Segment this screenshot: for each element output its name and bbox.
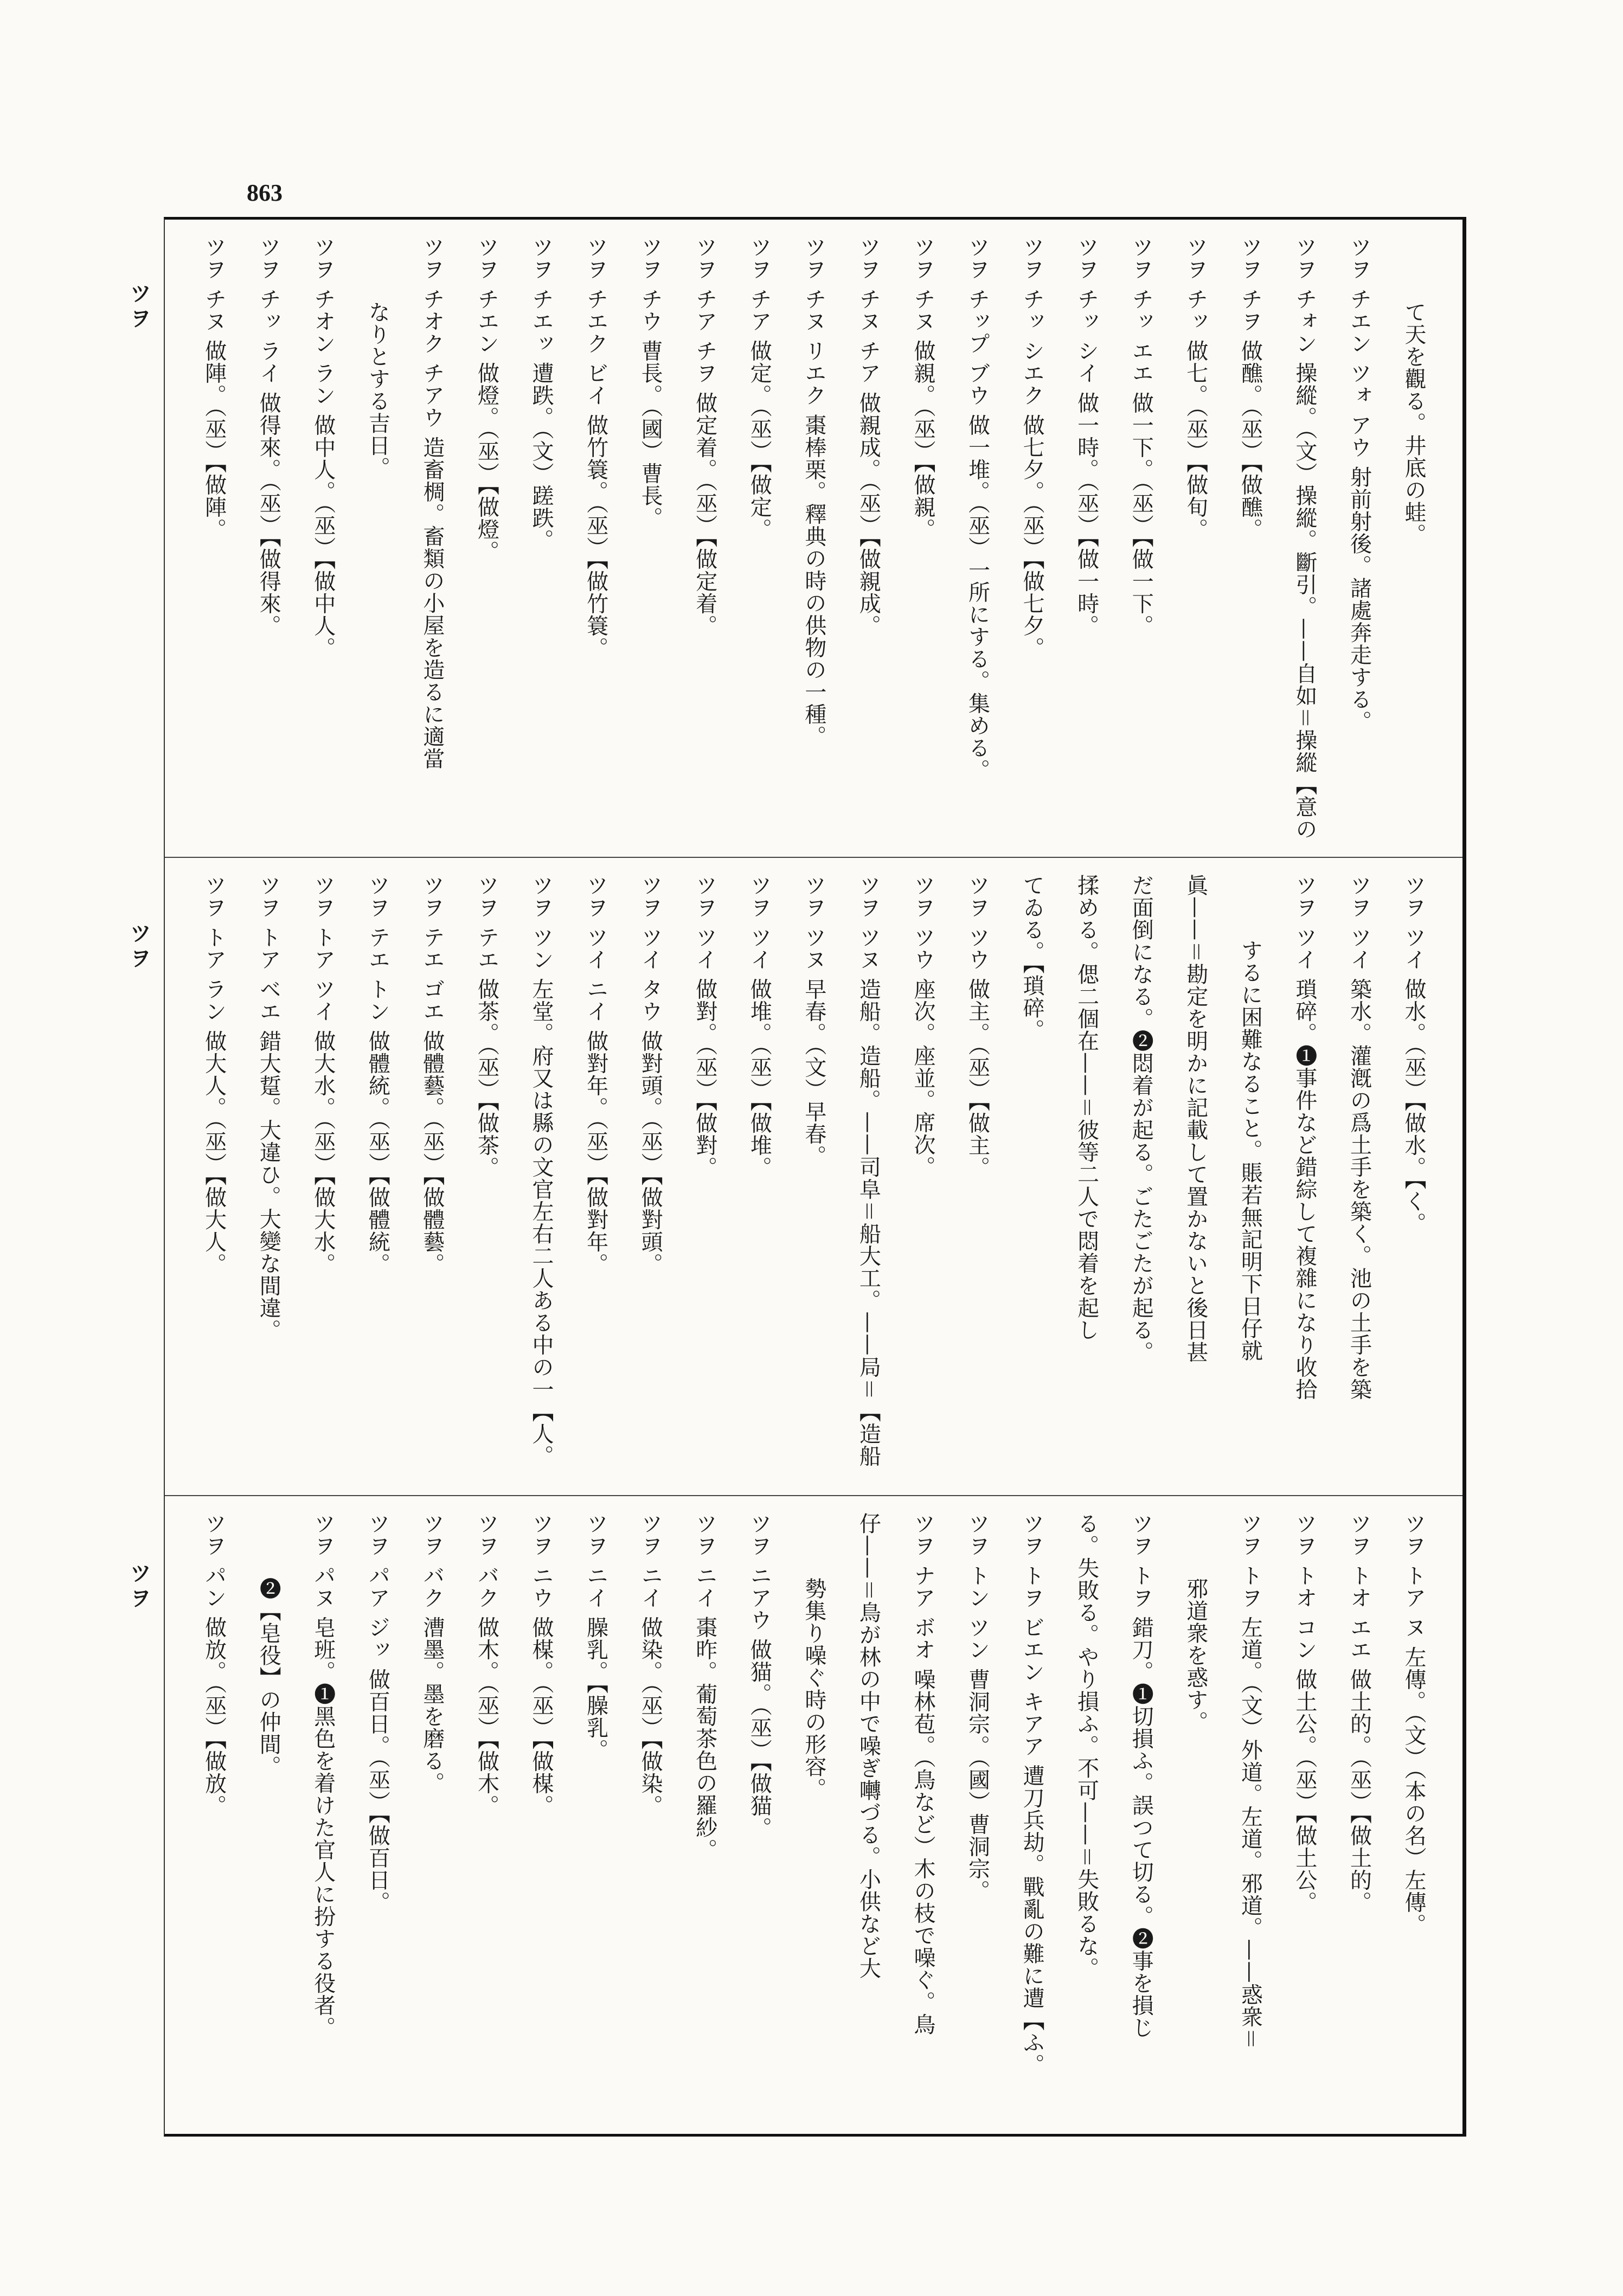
dictionary-entry-line: ツヲ バク 做木。（巫）【做木。 xyxy=(474,1512,499,1817)
side-label-top: ツヲ xyxy=(126,282,151,332)
dictionary-entry-line: ツヲ チヲ 做醮。（巫）【做醮。 xyxy=(1237,236,1263,541)
dictionary-entry-line: ツヲ チヌ 做親。（巫）【做親。 xyxy=(910,236,935,541)
side-label-bottom: ツヲ xyxy=(126,1562,151,1612)
dictionary-entry-line: ツヲ チオン ラン 做中人。（巫）【做中人。 xyxy=(310,236,336,659)
dictionary-entry-line: だ面倒になる。❷悶着が起る。ごたごたが起る。 xyxy=(1128,874,1154,1363)
dictionary-entry-line: ツヲ ツイ 做對。（巫）【做對。 xyxy=(692,874,717,1179)
page-number: 863 xyxy=(247,179,283,206)
dictionary-entry-line: 揉める。偲二個在——＝彼等二人で悶着を起し xyxy=(1074,874,1099,1341)
dictionary-entry-line: ツヲ チッ シエク 做七夕。（巫）【做七夕。 xyxy=(1019,236,1045,659)
dictionary-entry-line: ツヲ トン ツン 曹洞宗。（國）曹洞宗。 xyxy=(965,1512,990,1902)
dictionary-entry-line: ツヲ バク 漕墨。墨を磨る。 xyxy=(419,1512,445,1794)
dictionary-entry-line: ツヲ トア ベエ 錯大踅。大違ひ。大變な間違。 xyxy=(256,874,281,1342)
dictionary-entry-line: ツヲ ニアウ 做猫。（巫）【做猫。 xyxy=(747,1512,772,1839)
dictionary-entry-line: 眞——＝勘定を明かに記載して置かないと後日甚 xyxy=(1183,874,1208,1363)
dictionary-entry-line: 邪道衆を惑す。 xyxy=(1183,1577,1208,1733)
dictionary-entry-line: ツヲ チオク チアウ 造畜椆。畜類の小屋を造るに適當 xyxy=(419,236,445,770)
dictionary-entry-line: ツヲ ナア ボオ 噪林苞。（鳥など）木の枝で噪ぐ。鳥 xyxy=(910,1512,935,2036)
dictionary-entry-line: するに困難なること。賬若無記明下日仔就 xyxy=(1237,939,1263,1362)
dictionary-entry-line: ツヲ ツイ 築水。灌漑の爲土手を築く。池の土手を築 xyxy=(1346,874,1372,1401)
section-columns xyxy=(187,236,1441,841)
dictionary-entry-line: ツヲ ツイ ニイ 做對年。（巫）【做對年。 xyxy=(583,874,608,1275)
dictionary-entry-line: ツヲ トア ヌ 左傳。（文）（本の名）左傳。 xyxy=(1401,1512,1426,1936)
dictionary-entry-line: ツヲ ツイ 做水。（巫）【做水。【く。 xyxy=(1401,874,1426,1235)
dictionary-entry-line: ツヲ トオ エエ 做土的。（巫）【做土的。 xyxy=(1346,1512,1372,1914)
dictionary-entry-line: ❷【皂役】の仲間。 xyxy=(256,1577,281,1778)
side-label-middle: ツヲ xyxy=(126,922,151,972)
dictionary-entry-line: ツヲ チップ ブウ 做一堆。（巫）一所にする。集める。 xyxy=(965,236,990,781)
dictionary-entry-line: ツヲ ツウ 座次。座並。席次。 xyxy=(910,874,935,1178)
dictionary-entry-line: ツヲ チウ 曹長。（國）曹長。 xyxy=(638,236,663,529)
section-top xyxy=(165,220,1462,857)
dictionary-entry-line: ツヲ チヌ リエク 棗棒栗。釋典の時の供物の一種。 xyxy=(801,236,826,748)
dictionary-entry-line: ツヲ トオ コン 做土公。（巫）【做土公。 xyxy=(1292,1512,1317,1914)
dictionary-entry-line: ツヲ チア チヲ 做定着。（巫）【做定着。 xyxy=(692,236,717,637)
section-columns xyxy=(187,1512,1441,2117)
dictionary-entry-line: ツヲ パヌ 皂班。❶黑色を着けた官人に扮する役者。 xyxy=(310,1512,336,2039)
dictionary-entry-line: ツヲ チエッ 遭跌。（文）蹉跌。 xyxy=(529,236,554,551)
dictionary-entry-line: なりとする吉日。 xyxy=(365,301,390,479)
dictionary-entry-line: ツヲ テエ 做茶。（巫）【做茶。 xyxy=(474,874,499,1179)
dictionary-entry-line: ツヲ ニイ 做染。（巫）【做染。 xyxy=(638,1512,663,1817)
dictionary-entry-line: ツヲ ツウ 做主。（巫）【做主。 xyxy=(965,874,990,1179)
dictionary-entry-line: ツヲ トア ツイ 做大水。（巫）【做大水。 xyxy=(310,874,336,1275)
dictionary-entry-line: ツヲ チエン 做燈。（巫）【做燈。 xyxy=(474,236,499,563)
dictionary-entry-line: ツヲ トヲ 左道。（文）外道。左道。邪道。——惑衆＝ xyxy=(1237,1512,1263,2050)
dictionary-entry-line: る。失敗る。やり損ふ。不可——＝失敗るな。 xyxy=(1074,1512,1099,1979)
dictionary-entry-line: ツヲ テエ トン 做體統。（巫）【做體統。 xyxy=(365,874,390,1275)
dictionary-entry-line: ツヲ パン 做放。（巫）【做放。 xyxy=(201,1512,227,1817)
dictionary-entry-line: ツヲ チッ エエ 做一下。（巫）【做一下。 xyxy=(1128,236,1154,637)
dictionary-entry-line: ツヲ ツイ 做堆。（巫）【做堆。 xyxy=(747,874,772,1179)
dictionary-entry-line: てゐる。【瑣碎。 xyxy=(1019,874,1045,1041)
section-bottom xyxy=(165,1496,1462,2133)
dictionary-entry-line: 勢集り噪ぐ時の形容。 xyxy=(801,1577,826,1800)
dictionary-entry-line: ツヲ ツイ 瑣碎。❶事件など錯綜して複雜になり收拾 xyxy=(1292,874,1317,1401)
section-columns xyxy=(187,874,1441,1479)
dictionary-entry-line: ツヲ チエク ビイ 做竹簑。（巫）【做竹簑。 xyxy=(583,236,608,659)
dictionary-entry-line: ツヲ ツヌ 早春。（文）早春。 xyxy=(801,874,826,1168)
dictionary-entry-line: ツヲ パア ジッ 做百日。（巫）【做百日。 xyxy=(365,1512,390,1914)
dictionary-entry-line: ツヲ ニウ 做楳。（巫）【做楳。 xyxy=(529,1512,554,1817)
dictionary-entry-line: ツヲ チォン 操縱。（文）操縱。斷引。——自如＝操縱【意の xyxy=(1292,236,1317,841)
dictionary-entry-line: ツヲ ツヌ 造船。造船。——司阜＝船大工。——局＝【造船 xyxy=(856,874,881,1467)
dictionary-entry-line: ツヲ チヌ 做陣。（巫）【做陣。 xyxy=(201,236,227,541)
dictionary-entry-line: ツヲ チッ 做七。（巫）【做旬。 xyxy=(1183,236,1208,541)
dictionary-entry-line: ツヲ トヲ ビエン キアア 遭刀兵劫。戰亂の難に遭【ふ。 xyxy=(1019,1512,1045,2076)
dictionary-entry-line: ツヲ チッ シイ 做一時。（巫）【做一時。 xyxy=(1074,236,1099,637)
dictionary-entry-line: て天を觀る。井底の蛙。 xyxy=(1401,301,1426,546)
dictionary-entry-line: 仔——＝鳥が林の中で噪ぎ囀づる。小供など大 xyxy=(856,1512,881,1979)
dictionary-entry-line: ツヲ ニイ 棗昨。葡萄茶色の羅紗。 xyxy=(692,1512,717,1861)
dictionary-entry-line: ツヲ チア 做定。（巫）【做定。 xyxy=(747,236,772,541)
dictionary-entry-line: ツヲ チヌ チア 做親成。（巫）【做親成。 xyxy=(856,236,881,637)
dictionary-entry-line: ツヲ トヲ 錯刀。❶切損ふ。誤つて切る。❷事を損じ xyxy=(1128,1512,1154,2039)
dictionary-entry-line: ツヲ チッ ライ 做得來。（巫）【做得來。 xyxy=(256,236,281,637)
dictionary-entry-line: ツヲ ツイ タウ 做對頭。（巫）【做對頭。 xyxy=(638,874,663,1275)
dictionary-entry-line: ツヲ ニイ 臊乳。【臊乳。 xyxy=(583,1512,608,1761)
dictionary-frame xyxy=(164,217,1466,2137)
section-middle xyxy=(165,858,1462,1495)
dictionary-entry-line: ツヲ テエ ゴエ 做體藝。（巫）【做體藝。 xyxy=(419,874,445,1275)
dictionary-entry-line: ツヲ トア ラン 做大人。（巫）【做大人。 xyxy=(201,874,227,1275)
dictionary-entry-line: ツヲ チエン ツォ アウ 射前射後。諸處奔走する。 xyxy=(1346,236,1372,733)
dictionary-entry-line: ツヲ ツン 左堂。府又は縣の文官左右二人ある中の一【人。 xyxy=(529,874,554,1467)
